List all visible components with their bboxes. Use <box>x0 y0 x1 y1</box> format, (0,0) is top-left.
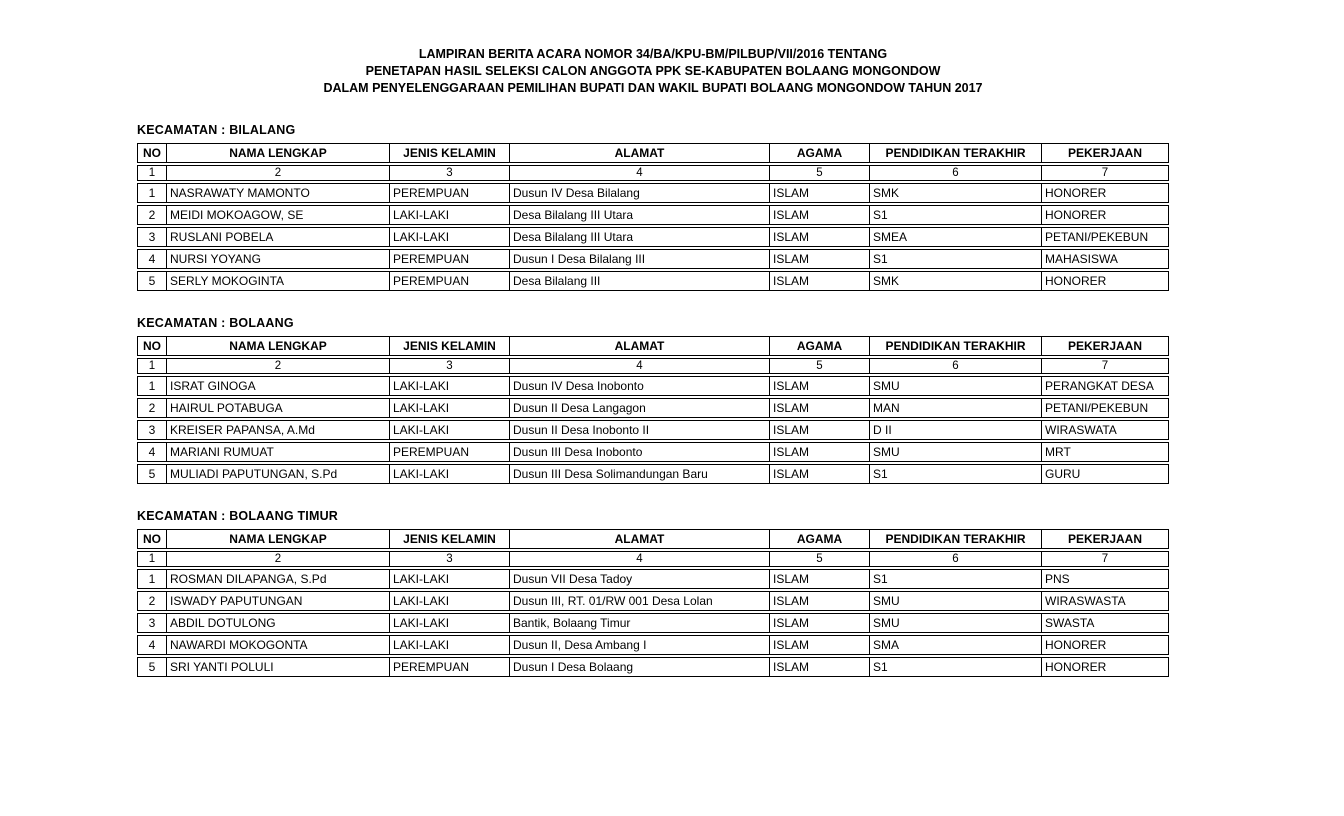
kecamatan-section <box>137 316 1169 486</box>
cell-jenis-kelamin: LAKI-LAKI <box>389 613 509 633</box>
cell-no: 4 <box>137 249 166 269</box>
column-number-cell-pekerjaan: 7 <box>1041 165 1169 181</box>
table-row <box>137 227 1169 247</box>
table-header-cell-pendidikan-terakhir: PENDIDIKAN TERAKHIR <box>869 143 1041 163</box>
cell-alamat: Dusun II, Desa Ambang I <box>509 635 769 655</box>
cell-pekerjaan: HONORER <box>1041 657 1169 677</box>
cell-pendidikan-terakhir: SMEA <box>869 227 1041 247</box>
cell-agama: ISLAM <box>769 420 869 440</box>
table-row <box>137 657 1169 677</box>
table-header-cell-alamat: ALAMAT <box>509 529 769 549</box>
table-header-row <box>137 143 1169 163</box>
table-row <box>137 569 1169 589</box>
column-number-cell-jenis-kelamin: 3 <box>389 165 509 181</box>
cell-pendidikan-terakhir: S1 <box>869 569 1041 589</box>
column-number-cell-pendidikan-terakhir: 6 <box>869 165 1041 181</box>
kecamatan-section <box>137 509 1169 679</box>
cell-pendidikan-terakhir: SMU <box>869 613 1041 633</box>
cell-jenis-kelamin: LAKI-LAKI <box>389 569 509 589</box>
document-title <box>137 46 1169 97</box>
kecamatan-section <box>137 123 1169 293</box>
cell-no: 2 <box>137 398 166 418</box>
table-header-cell-nama-lengkap: NAMA LENGKAP <box>166 143 389 163</box>
table-row <box>137 442 1169 462</box>
table-row <box>137 183 1169 203</box>
cell-jenis-kelamin: PEREMPUAN <box>389 183 509 203</box>
column-number-cell-agama: 5 <box>769 165 869 181</box>
cell-pendidikan-terakhir: S1 <box>869 464 1041 484</box>
cell-alamat: Dusun IV Desa Bilalang <box>509 183 769 203</box>
cell-agama: ISLAM <box>769 464 869 484</box>
ppk-table <box>137 141 1169 293</box>
table-header-cell-agama: AGAMA <box>769 336 869 356</box>
cell-jenis-kelamin: PEREMPUAN <box>389 249 509 269</box>
cell-nama-lengkap: HAIRUL POTABUGA <box>166 398 389 418</box>
kecamatan-label: KECAMATAN : BILALANG <box>137 123 296 137</box>
column-number-cell-pendidikan-terakhir: 6 <box>869 551 1041 567</box>
cell-alamat: Dusun III Desa Solimandungan Baru <box>509 464 769 484</box>
cell-alamat: Desa Bilalang III Utara <box>509 205 769 225</box>
cell-no: 2 <box>137 591 166 611</box>
cell-jenis-kelamin: LAKI-LAKI <box>389 376 509 396</box>
cell-agama: ISLAM <box>769 569 869 589</box>
cell-nama-lengkap: MEIDI MOKOAGOW, SE <box>166 205 389 225</box>
cell-pendidikan-terakhir: D II <box>869 420 1041 440</box>
cell-nama-lengkap: ISRAT GINOGA <box>166 376 389 396</box>
table-header-cell-pekerjaan: PEKERJAAN <box>1041 529 1169 549</box>
column-number-cell-alamat: 4 <box>509 358 769 374</box>
cell-nama-lengkap: NAWARDI MOKOGONTA <box>166 635 389 655</box>
cell-nama-lengkap: KREISER PAPANSA, A.Md <box>166 420 389 440</box>
column-number-cell-agama: 5 <box>769 358 869 374</box>
ppk-table <box>137 334 1169 486</box>
sections-container <box>137 123 1169 679</box>
cell-pekerjaan: PERANGKAT DESA <box>1041 376 1169 396</box>
table-row <box>137 464 1169 484</box>
cell-alamat: Dusun VII Desa Tadoy <box>509 569 769 589</box>
table-header-cell-no: NO <box>137 529 166 549</box>
table-header-cell-no: NO <box>137 336 166 356</box>
table-header-cell-no: NO <box>137 143 166 163</box>
table-header-row <box>137 529 1169 549</box>
table-header-cell-alamat: ALAMAT <box>509 336 769 356</box>
cell-agama: ISLAM <box>769 271 869 291</box>
cell-jenis-kelamin: PEREMPUAN <box>389 271 509 291</box>
cell-nama-lengkap: ROSMAN DILAPANGA, S.Pd <box>166 569 389 589</box>
cell-agama: ISLAM <box>769 591 869 611</box>
column-number-cell-alamat: 4 <box>509 551 769 567</box>
cell-jenis-kelamin: LAKI-LAKI <box>389 398 509 418</box>
cell-agama: ISLAM <box>769 657 869 677</box>
cell-pendidikan-terakhir: SMK <box>869 183 1041 203</box>
cell-agama: ISLAM <box>769 205 869 225</box>
cell-agama: ISLAM <box>769 249 869 269</box>
column-number-cell-agama: 5 <box>769 551 869 567</box>
cell-no: 4 <box>137 635 166 655</box>
cell-pekerjaan: WIRASWATA <box>1041 420 1169 440</box>
cell-agama: ISLAM <box>769 376 869 396</box>
document-title-line-1: LAMPIRAN BERITA ACARA NOMOR 34/BA/KPU-BM/PILBUP/VII/2016 TENTANG <box>418 47 888 61</box>
column-number-row <box>137 551 1169 567</box>
table-header-cell-pekerjaan: PEKERJAAN <box>1041 143 1169 163</box>
column-number-cell-no: 1 <box>137 358 166 374</box>
cell-no: 1 <box>137 183 166 203</box>
cell-pendidikan-terakhir: S1 <box>869 657 1041 677</box>
cell-agama: ISLAM <box>769 613 869 633</box>
cell-pendidikan-terakhir: SMK <box>869 271 1041 291</box>
cell-jenis-kelamin: LAKI-LAKI <box>389 205 509 225</box>
table-row <box>137 249 1169 269</box>
table-row <box>137 271 1169 291</box>
cell-alamat: Dusun II Desa Langagon <box>509 398 769 418</box>
column-number-cell-jenis-kelamin: 3 <box>389 358 509 374</box>
cell-agama: ISLAM <box>769 442 869 462</box>
column-number-cell-nama-lengkap: 2 <box>166 165 389 181</box>
cell-no: 3 <box>137 613 166 633</box>
column-number-cell-alamat: 4 <box>509 165 769 181</box>
cell-pekerjaan: HONORER <box>1041 183 1169 203</box>
cell-nama-lengkap: NASRAWATY MAMONTO <box>166 183 389 203</box>
cell-pendidikan-terakhir: S1 <box>869 249 1041 269</box>
cell-nama-lengkap: RUSLANI POBELA <box>166 227 389 247</box>
table-row <box>137 420 1169 440</box>
cell-pekerjaan: SWASTA <box>1041 613 1169 633</box>
cell-alamat: Desa Bilalang III Utara <box>509 227 769 247</box>
cell-pekerjaan: MAHASISWA <box>1041 249 1169 269</box>
cell-pekerjaan: HONORER <box>1041 205 1169 225</box>
cell-alamat: Dusun III Desa Inobonto <box>509 442 769 462</box>
cell-alamat: Dusun I Desa Bilalang III <box>509 249 769 269</box>
table-row <box>137 635 1169 655</box>
cell-alamat: Bantik, Bolaang Timur <box>509 613 769 633</box>
cell-no: 5 <box>137 464 166 484</box>
table-header-cell-jenis-kelamin: JENIS KELAMIN <box>389 143 509 163</box>
cell-agama: ISLAM <box>769 398 869 418</box>
table-row <box>137 205 1169 225</box>
column-number-cell-jenis-kelamin: 3 <box>389 551 509 567</box>
cell-pekerjaan: WIRASWASTA <box>1041 591 1169 611</box>
table-header-cell-jenis-kelamin: JENIS KELAMIN <box>389 529 509 549</box>
column-number-cell-nama-lengkap: 2 <box>166 551 389 567</box>
cell-pendidikan-terakhir: SMA <box>869 635 1041 655</box>
cell-pendidikan-terakhir: SMU <box>869 442 1041 462</box>
table-header-cell-agama: AGAMA <box>769 143 869 163</box>
cell-jenis-kelamin: LAKI-LAKI <box>389 591 509 611</box>
table-row <box>137 398 1169 418</box>
cell-nama-lengkap: ISWADY PAPUTUNGAN <box>166 591 389 611</box>
cell-alamat: Desa Bilalang III <box>509 271 769 291</box>
column-number-cell-pekerjaan: 7 <box>1041 358 1169 374</box>
cell-pekerjaan: PETANI/PEKEBUN <box>1041 227 1169 247</box>
document-content <box>137 46 1169 679</box>
cell-pendidikan-terakhir: SMU <box>869 376 1041 396</box>
table-row <box>137 376 1169 396</box>
cell-pekerjaan: PETANI/PEKEBUN <box>1041 398 1169 418</box>
cell-jenis-kelamin: LAKI-LAKI <box>389 227 509 247</box>
table-header-cell-pendidikan-terakhir: PENDIDIKAN TERAKHIR <box>869 529 1041 549</box>
cell-pekerjaan: MRT <box>1041 442 1169 462</box>
cell-no: 1 <box>137 569 166 589</box>
cell-pekerjaan: PNS <box>1041 569 1169 589</box>
cell-no: 3 <box>137 420 166 440</box>
column-number-cell-no: 1 <box>137 551 166 567</box>
cell-no: 1 <box>137 376 166 396</box>
cell-pendidikan-terakhir: S1 <box>869 205 1041 225</box>
table-header-cell-pendidikan-terakhir: PENDIDIKAN TERAKHIR <box>869 336 1041 356</box>
cell-jenis-kelamin: LAKI-LAKI <box>389 635 509 655</box>
cell-nama-lengkap: MARIANI RUMUAT <box>166 442 389 462</box>
cell-no: 3 <box>137 227 166 247</box>
column-number-row <box>137 165 1169 181</box>
column-number-cell-no: 1 <box>137 165 166 181</box>
cell-pendidikan-terakhir: MAN <box>869 398 1041 418</box>
cell-agama: ISLAM <box>769 227 869 247</box>
cell-no: 5 <box>137 657 166 677</box>
cell-pekerjaan: HONORER <box>1041 635 1169 655</box>
cell-nama-lengkap: SRI YANTI POLULI <box>166 657 389 677</box>
cell-alamat: Dusun I Desa Bolaang <box>509 657 769 677</box>
cell-nama-lengkap: ABDIL DOTULONG <box>166 613 389 633</box>
cell-alamat: Dusun IV Desa Inobonto <box>509 376 769 396</box>
ppk-table <box>137 527 1169 679</box>
cell-jenis-kelamin: PEREMPUAN <box>389 657 509 677</box>
cell-agama: ISLAM <box>769 183 869 203</box>
table-header-cell-alamat: ALAMAT <box>509 143 769 163</box>
cell-no: 2 <box>137 205 166 225</box>
table-header-cell-nama-lengkap: NAMA LENGKAP <box>166 529 389 549</box>
table-header-cell-jenis-kelamin: JENIS KELAMIN <box>389 336 509 356</box>
cell-jenis-kelamin: LAKI-LAKI <box>389 420 509 440</box>
table-header-cell-agama: AGAMA <box>769 529 869 549</box>
table-header-cell-nama-lengkap: NAMA LENGKAP <box>166 336 389 356</box>
table-row <box>137 591 1169 611</box>
column-number-cell-nama-lengkap: 2 <box>166 358 389 374</box>
cell-alamat: Dusun III, RT. 01/RW 001 Desa Lolan <box>509 591 769 611</box>
column-number-row <box>137 358 1169 374</box>
cell-no: 5 <box>137 271 166 291</box>
column-number-cell-pendidikan-terakhir: 6 <box>869 358 1041 374</box>
cell-nama-lengkap: MULIADI PAPUTUNGAN, S.Pd <box>166 464 389 484</box>
cell-jenis-kelamin: LAKI-LAKI <box>389 464 509 484</box>
table-row <box>137 613 1169 633</box>
table-header-cell-pekerjaan: PEKERJAAN <box>1041 336 1169 356</box>
cell-agama: ISLAM <box>769 635 869 655</box>
cell-no: 4 <box>137 442 166 462</box>
kecamatan-label: KECAMATAN : BOLAANG <box>137 316 294 330</box>
cell-nama-lengkap: SERLY MOKOGINTA <box>166 271 389 291</box>
cell-nama-lengkap: NURSI YOYANG <box>166 249 389 269</box>
table-header-row <box>137 336 1169 356</box>
kecamatan-label: KECAMATAN : BOLAANG TIMUR <box>137 509 339 523</box>
cell-jenis-kelamin: PEREMPUAN <box>389 442 509 462</box>
document-title-line-2: PENETAPAN HASIL SELEKSI CALON ANGGOTA PPK SE-KABUPATEN BOLAANG MONGONDOW <box>365 64 941 78</box>
document-title-line-3: DALAM PENYELENGGARAAN PEMILIHAN BUPATI DAN WAKIL BUPATI BOLAANG MONGONDOW TAHUN 2017 <box>323 81 983 95</box>
cell-pendidikan-terakhir: SMU <box>869 591 1041 611</box>
cell-alamat: Dusun II Desa Inobonto II <box>509 420 769 440</box>
cell-pekerjaan: HONORER <box>1041 271 1169 291</box>
cell-pekerjaan: GURU <box>1041 464 1169 484</box>
column-number-cell-pekerjaan: 7 <box>1041 551 1169 567</box>
